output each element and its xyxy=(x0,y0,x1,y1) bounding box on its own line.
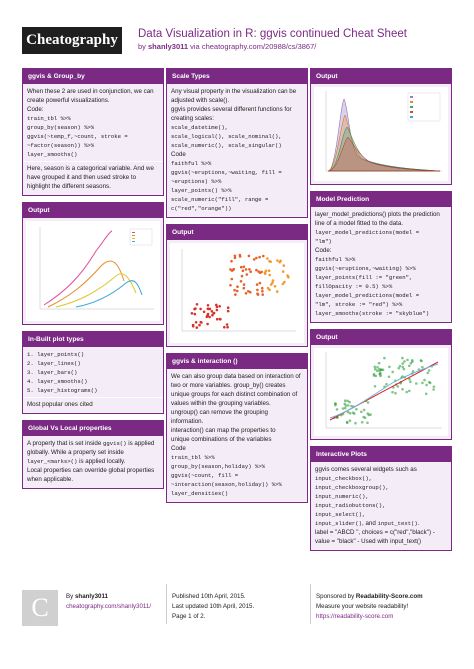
plot-point xyxy=(352,411,355,414)
via-label: via xyxy=(190,42,200,51)
plot-point xyxy=(336,408,339,411)
plot-point xyxy=(195,321,198,324)
plot-point xyxy=(401,357,404,360)
plot-point xyxy=(388,366,391,369)
column-2 xyxy=(166,68,308,509)
plot-point xyxy=(391,391,394,394)
plot-point xyxy=(208,308,211,311)
plot-point xyxy=(344,403,347,406)
section-title: Scale Types xyxy=(167,69,307,84)
plot-point xyxy=(261,287,264,290)
text-line: creating scales: xyxy=(171,115,214,122)
plot-point xyxy=(234,293,237,296)
text-line: globally. While a property set inside xyxy=(27,449,124,456)
code-line: layer_model_predictions(model = xyxy=(315,292,420,299)
code-line: layer_points(fill := "green", xyxy=(315,274,413,281)
plot-point xyxy=(246,273,249,276)
sponsor-link[interactable]: Readability-Score.com xyxy=(355,593,423,600)
code-label: Code xyxy=(171,151,186,158)
plot-point xyxy=(366,422,369,425)
section-ggvis-interaction xyxy=(166,353,308,503)
sheet-url-link[interactable]: cheatography.com/20988/cs/3867/ xyxy=(201,42,317,51)
plot-point xyxy=(349,419,352,422)
plot-point xyxy=(367,401,370,404)
plot-point xyxy=(259,272,262,275)
note-text: Most popular ones cited xyxy=(27,401,93,408)
text-line: highlight the different seasons. xyxy=(27,183,111,190)
code-line: "lm", stroke := "red") %>% xyxy=(315,301,403,308)
plot-point xyxy=(286,274,289,277)
text-line: create powerful visualizations. xyxy=(27,97,110,104)
plot-point xyxy=(253,258,256,261)
code-label: Code xyxy=(171,445,186,452)
code-line: scale_datetime(), xyxy=(171,124,229,131)
plot-point xyxy=(199,308,202,311)
code-line: train_tbl %>% xyxy=(27,115,71,122)
plot-point xyxy=(423,379,426,382)
plot-point xyxy=(405,391,408,394)
plot-point xyxy=(196,303,199,306)
plot-point xyxy=(374,366,377,369)
plot-point xyxy=(421,382,424,385)
density-plot-image xyxy=(314,87,448,181)
text-line: when applicable. xyxy=(27,476,74,483)
text-line: adjusted with scale(). xyxy=(171,97,230,104)
plot-point xyxy=(378,373,381,376)
plot-point xyxy=(271,282,274,285)
cheatography-logo[interactable]: Cheatography xyxy=(22,27,122,54)
code-line: input_checkboxgroup(), xyxy=(315,484,389,491)
section-model-prediction xyxy=(310,191,452,323)
text-line: layer_model_predictions() plots the prediction xyxy=(315,211,440,218)
plot-point xyxy=(374,385,377,388)
plot-point xyxy=(243,266,246,269)
code-line: input_radiobuttons(), xyxy=(315,502,386,509)
code-label: Code: xyxy=(27,106,44,113)
plot-point xyxy=(216,309,219,312)
plot-point xyxy=(231,269,234,272)
plot-point xyxy=(196,326,199,329)
plot-point xyxy=(425,393,428,396)
text-line: When these 2 are used in conjunction, we can xyxy=(27,88,154,95)
plot-point xyxy=(231,278,234,281)
text-line: information. xyxy=(171,418,204,425)
text-line: Local properties can override global properties xyxy=(27,467,155,474)
code-line: "lm") xyxy=(315,238,332,245)
code-line: train_tbl %>% xyxy=(171,454,215,461)
plot-point xyxy=(408,365,411,368)
plot-point xyxy=(248,268,251,271)
list-item: 4. layer_smooths() xyxy=(27,378,88,385)
plot-point xyxy=(401,388,404,391)
code-line: layer_points() %>% xyxy=(171,187,232,194)
plot-point xyxy=(410,362,413,365)
plot-point xyxy=(194,313,197,316)
scatter-plot-image xyxy=(170,243,304,343)
code-line: scale_numeric("fill", range = xyxy=(171,196,269,203)
code-line: scale_numeric(), scale_singular() xyxy=(171,142,282,149)
plot-point xyxy=(369,413,372,416)
plot-point xyxy=(344,399,347,402)
plot-point xyxy=(245,268,248,271)
section-title: Global Vs Local properties xyxy=(23,421,163,436)
code-line: input_numeric(), xyxy=(315,493,369,500)
plot-point xyxy=(243,287,246,290)
text-line: ggvis provides several different functions for xyxy=(171,106,292,113)
plot-point xyxy=(375,375,378,378)
plot-point xyxy=(409,381,412,384)
plot-point xyxy=(282,283,285,286)
plot-point xyxy=(385,383,388,386)
list-item: 1. layer_points() xyxy=(27,351,85,358)
plot-point xyxy=(347,404,350,407)
plot-point xyxy=(230,260,233,263)
plot-point xyxy=(213,312,216,315)
plot-point xyxy=(268,274,271,277)
plot-point xyxy=(234,256,237,259)
text-line: layer_<marks>() is applied locally. xyxy=(27,458,126,465)
plot-point xyxy=(279,261,282,264)
plot-point xyxy=(354,422,357,425)
plot-point xyxy=(256,283,259,286)
plot-point xyxy=(272,279,275,282)
plot-point xyxy=(283,264,286,267)
text-line: ggvis comes several widgets such as xyxy=(315,466,417,473)
cheatography-footer-logo: C xyxy=(22,590,58,626)
plot-point xyxy=(219,318,222,321)
plot-point xyxy=(383,357,386,360)
plot-point xyxy=(216,318,219,321)
plot-point xyxy=(255,257,258,260)
plot-point xyxy=(236,285,239,288)
text-line: ungroup() can remove the grouping xyxy=(171,409,268,416)
section-title: ggvis & Group_by xyxy=(23,69,163,84)
plot-point xyxy=(276,290,279,293)
plot-point xyxy=(227,306,230,309)
plot-point xyxy=(429,382,432,385)
plot-point xyxy=(282,270,285,273)
section-title: Output xyxy=(167,225,307,240)
footer-divider xyxy=(310,584,311,624)
plot-point xyxy=(428,369,431,372)
footer-sponsor: Sponsored by Readability-Score.com Measure your website readability! https://readability-score.com xyxy=(316,593,423,620)
plot-point xyxy=(256,289,259,292)
plot-point xyxy=(334,402,337,405)
plot-point xyxy=(226,323,229,326)
plot-point xyxy=(206,323,209,326)
sponsor-url-link[interactable]: https://readability-score.com xyxy=(316,613,394,620)
plot-point xyxy=(267,287,270,290)
plot-point xyxy=(245,292,248,295)
footer-author: By shanly3011 cheatography.com/shanly3011/ xyxy=(66,593,152,610)
code-line: layer_smooths(stroke := "skyblue") xyxy=(315,310,430,317)
plot-point xyxy=(266,257,269,260)
plot-point xyxy=(261,293,264,296)
section-scale-types xyxy=(166,68,308,218)
plot-point xyxy=(397,367,400,370)
plot-point xyxy=(346,421,349,424)
footer-author-name[interactable]: shanly3011 xyxy=(74,593,108,600)
code-line: group_by(season,holiday) %>% xyxy=(171,463,265,470)
section-title: Output xyxy=(311,69,451,84)
plot-point xyxy=(243,283,246,286)
section-title: Output xyxy=(311,330,451,345)
code-line: c("red","orange")) xyxy=(171,205,232,212)
plot-point xyxy=(241,275,244,278)
plot-point xyxy=(415,382,418,385)
code-line: ~factor(season)) %>% xyxy=(27,142,95,149)
code-line: scale_logical(), scale_nominal(), xyxy=(171,133,282,140)
plot-point xyxy=(406,359,409,362)
plot-point xyxy=(397,385,400,388)
plot-point xyxy=(218,305,221,308)
plot-point xyxy=(216,306,219,309)
section-interactive-plots xyxy=(310,446,452,551)
plot-point xyxy=(378,362,381,365)
plot-point xyxy=(433,386,436,389)
plot-point xyxy=(388,376,391,379)
plot-point xyxy=(265,270,268,273)
code-line: group_by(season) %>% xyxy=(27,124,95,131)
section-ggvis-group-by xyxy=(22,68,164,196)
code-line: ggvis(~eruptions,~waiting) %>% xyxy=(315,265,416,272)
plot-point xyxy=(432,388,435,391)
code-line: ggvis(~count, fill = xyxy=(171,472,239,479)
section-output-model xyxy=(310,329,452,440)
plot-point xyxy=(240,280,243,283)
plot-point xyxy=(248,255,251,258)
plot-point xyxy=(264,273,267,276)
column-1 xyxy=(22,68,164,495)
text-line: We can also group data based on interaction of xyxy=(171,373,301,380)
text-line: A property that is set inside ggvis() is applied xyxy=(27,440,155,447)
text-line: value = "black" - Used with input_text() xyxy=(315,538,422,545)
code-line: input_select(), xyxy=(315,511,366,518)
code-label: Code: xyxy=(315,247,332,254)
list-item: 2. layer_lines() xyxy=(27,360,81,367)
text-line: two or more variables. group_by() creates xyxy=(171,382,286,389)
section-output-scatter xyxy=(166,224,308,347)
plot-point xyxy=(403,360,406,363)
section-output-smooths xyxy=(22,202,164,325)
list-item: 5. layer_histograms() xyxy=(27,387,98,394)
plot-point xyxy=(227,310,230,313)
plot-point xyxy=(402,366,405,369)
code-line: faithful %>% xyxy=(315,256,356,263)
footer-author-link[interactable]: cheatography.com/shanly3011/ xyxy=(66,603,152,610)
plot-point xyxy=(363,409,366,412)
code-line: layer_smooths() xyxy=(27,151,78,158)
text-line: interaction() can map the properties to xyxy=(171,427,276,434)
plot-point xyxy=(391,371,394,374)
page-header xyxy=(0,0,474,62)
plot-point xyxy=(226,326,229,329)
plot-point xyxy=(262,255,265,258)
plot-point xyxy=(257,293,260,296)
text-line: have grouped it and then used stroke to xyxy=(27,174,137,181)
plot-point xyxy=(259,282,262,285)
plot-point xyxy=(355,408,358,411)
text-line: unique groups for each distinct combination of xyxy=(171,391,298,398)
section-output-densities xyxy=(310,68,452,185)
text-line: values within the grouping variables. xyxy=(171,400,271,407)
plot-point xyxy=(348,401,351,404)
plot-point xyxy=(380,369,383,372)
plot-point xyxy=(342,407,345,410)
plot-point xyxy=(274,285,277,288)
section-builtin-plot-types xyxy=(22,331,164,414)
plot-point xyxy=(258,256,261,259)
plot-point xyxy=(211,314,214,317)
text-line: Here, season is a categorical variable. And we xyxy=(27,165,154,172)
column-3 xyxy=(310,68,452,557)
plot-point xyxy=(408,390,411,393)
plot-point xyxy=(364,417,367,420)
by-label: by xyxy=(138,42,146,51)
section-title: Output xyxy=(23,203,163,218)
code-line: ~interaction(season,holiday)) %>% xyxy=(171,481,282,488)
page-title: Data Visualization in R: ggvis continued Cheat Sheet xyxy=(138,28,407,40)
code-line: layer_model_predictions(model = xyxy=(315,229,420,236)
code-line: ggvis(~eruptions,~waiting, fill = xyxy=(171,169,282,176)
text-line: label = "ABCD ", choices = c("red","black") - xyxy=(315,529,435,536)
text-line: unique combinations of the variables xyxy=(171,436,272,443)
plot-point xyxy=(374,368,377,371)
plot-point xyxy=(420,360,423,363)
plot-point xyxy=(200,321,203,324)
plot-point xyxy=(198,324,201,327)
text-line: Any visual property in the visualization can be xyxy=(171,88,297,95)
plot-point xyxy=(242,269,245,272)
plot-point xyxy=(233,289,236,292)
plot-point xyxy=(239,254,242,257)
plot-point xyxy=(411,359,414,362)
plot-point xyxy=(401,362,404,365)
plot-point xyxy=(240,266,243,269)
text-line: line of a model fitted to the data. xyxy=(315,220,404,227)
section-title: Model Prediction xyxy=(311,192,451,207)
plot-point xyxy=(425,384,428,387)
plot-point xyxy=(376,366,379,369)
author-link[interactable]: shanly3011 xyxy=(148,42,189,51)
code-line: fillOpacity := 0.5) %>% xyxy=(315,283,393,290)
plot-point xyxy=(269,260,272,263)
plot-point xyxy=(255,269,258,272)
plot-point xyxy=(361,421,364,424)
plot-point xyxy=(427,372,430,375)
plot-point xyxy=(261,290,264,293)
section-title: Interactive Plots xyxy=(311,447,451,462)
byline xyxy=(138,42,316,51)
plot-point xyxy=(268,269,271,272)
plot-point xyxy=(421,366,424,369)
plot-point xyxy=(203,311,206,314)
plot-point xyxy=(360,411,363,414)
plot-point xyxy=(207,304,210,307)
plot-point xyxy=(349,412,352,415)
code-line: ~eruptions) %>% xyxy=(171,178,222,185)
code-line: faithful %>% xyxy=(171,160,212,167)
section-title: ggvis & interaction () xyxy=(167,354,307,369)
text-line: input_slider(), and input_text(). xyxy=(315,520,420,527)
model-plot-image xyxy=(314,348,448,436)
plot-point xyxy=(276,259,279,262)
code-line: input_checkbox(), xyxy=(315,475,373,482)
plot-point xyxy=(191,312,194,315)
list-item: 3. layer_bars() xyxy=(27,369,78,376)
section-global-local xyxy=(22,420,164,489)
plot-point xyxy=(236,290,239,293)
plot-point xyxy=(223,326,226,329)
plot-point xyxy=(211,310,214,313)
plot-point xyxy=(207,313,210,316)
plot-point xyxy=(249,270,252,273)
smooths-plot-image xyxy=(26,221,160,321)
plot-point xyxy=(229,284,232,287)
code-line: ggvis(~temp_f,~count, stroke = xyxy=(27,133,128,140)
footer-dates: Published 10th April, 2015. Last updated 10th April, 2015. Page 1 of 2. xyxy=(172,593,255,620)
footer-divider xyxy=(166,584,167,624)
plot-point xyxy=(192,325,195,328)
plot-point xyxy=(247,290,250,293)
plot-point xyxy=(394,392,397,395)
plot-point xyxy=(194,307,197,310)
section-title: In-Built plot types xyxy=(23,332,163,347)
code-line: layer_densities() xyxy=(171,490,229,497)
plot-point xyxy=(344,407,347,410)
